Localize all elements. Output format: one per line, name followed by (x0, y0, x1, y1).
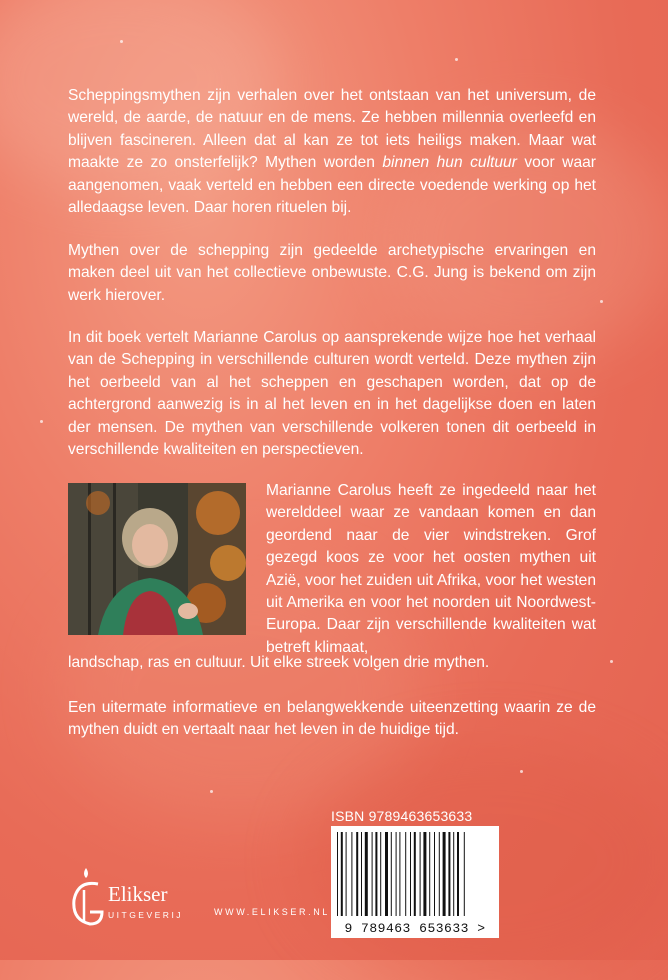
barcode-bar (457, 832, 459, 916)
barcode-bar (337, 832, 338, 916)
barcode-digits: 9 789463 653633 > (344, 921, 486, 936)
barcode-bar (453, 832, 454, 916)
barcode (331, 826, 499, 938)
barcode-bar (420, 832, 421, 916)
author-photo (68, 483, 246, 635)
blurb-paragraph-1 (68, 85, 596, 219)
barcode-bar (380, 832, 381, 916)
publisher-subtitle: UITGEVERIJ (108, 910, 184, 920)
barcode-bar (410, 832, 411, 916)
barcode-bar (399, 832, 400, 916)
background-star (210, 790, 213, 793)
barcode-bar (346, 832, 347, 916)
author-photo-illustration (68, 483, 246, 635)
barcode-bar (443, 832, 446, 916)
barcode-bar (423, 832, 426, 916)
barcode-bar (448, 832, 450, 916)
barcode-bar (356, 832, 358, 916)
barcode-bar (439, 832, 440, 916)
background-star (455, 58, 458, 61)
publisher-logo (64, 862, 204, 934)
blurb-paragraph-1-text-a: Scheppingsmythen zijn verhalen over het ontstaan van het universum, de wereld, de aarde, de natuur en de mens. Ze hebben millennia overleefd en blijven fascineren. Alleen dat al kan ze tot iets heiligs maken. Maar wat maakte ze zo onsterfelijk? Mythen worden (68, 87, 596, 172)
barcode-bar (391, 832, 392, 916)
blurb-paragraph-3: In dit boek vertelt Marianne Carolus op aansprekende wijze hoe het verhaal van de Schepping in verschillende culturen wordt verteld. Deze mythen zijn het oerbeeld van al het scheppen en geschapen worden, dat op de achtergrond aanwezig is in al het leven en in het dagelijkse doen en laten der mensen. De mythen van verschillende volkeren tonen dit oerbeeld in verschillende kwaliteiten en perspectieven. (68, 329, 596, 459)
barcode-bar (405, 832, 406, 916)
background-star (520, 770, 523, 773)
barcode-bar (396, 832, 397, 916)
blurb-paragraph-5: Een uitermate informatieve en belangwekkende uiteenzetting waarin ze de mythen duidt en vertaalt naar het leven in de huidige tijd. (68, 699, 596, 739)
publisher-website: WWW.ELIKSER.NL (214, 907, 330, 917)
barcode-bar (464, 832, 465, 916)
barcode-bars (337, 832, 491, 916)
background-star (600, 300, 603, 303)
barcode-bar (429, 832, 430, 916)
barcode-bar (365, 832, 368, 916)
blurb-paragraph-4: Marianne Carolus heeft ze ingedeeld naar het werelddeel waar ze vandaan komen en dan geordend naar de vier windstreken. Grof gezegd koos ze voor het oosten mythen uit Azië, voor het zuiden uit Afrika, voor het westen uit Amerika en voor het noorden uit Noordwest-Europa. Daar zijn verschillende kwaliteiten wat betreft klimaat, (266, 482, 596, 656)
blurb-paragraph-1-italic: binnen hun cultuur (382, 154, 517, 172)
barcode-bar (372, 832, 373, 916)
barcode-bar (341, 832, 343, 916)
background-star (40, 420, 43, 423)
blurb-paragraph-1-text-b: voor waar aangenomen, vaak verteld en hebben een directe voedende werking op het alledaagse leven. Daar horen rituelen bij. (68, 154, 596, 217)
barcode-bar (414, 832, 416, 916)
publisher-name: Elikser (108, 882, 168, 906)
barcode-bar (385, 832, 388, 916)
barcode-bar (351, 832, 352, 916)
barcode-bar (375, 832, 377, 916)
blurb-paragraph-4-continued: landschap, ras en cultuur. Uit elke streek volgen drie mythen. (68, 654, 490, 671)
publisher-logo-icon (64, 862, 108, 934)
isbn-label: ISBN 9789463653633 (331, 808, 473, 824)
background-star (610, 660, 613, 663)
barcode-bar (434, 832, 435, 916)
background-star (120, 40, 123, 43)
barcode-bar (361, 832, 362, 916)
blurb-paragraph-2: Mythen over de schepping zijn gedeelde archetypische ervaringen en maken deel uit van het collectieve onbewuste. C.G. Jung is bekend om zijn werk hierover. (68, 242, 596, 304)
